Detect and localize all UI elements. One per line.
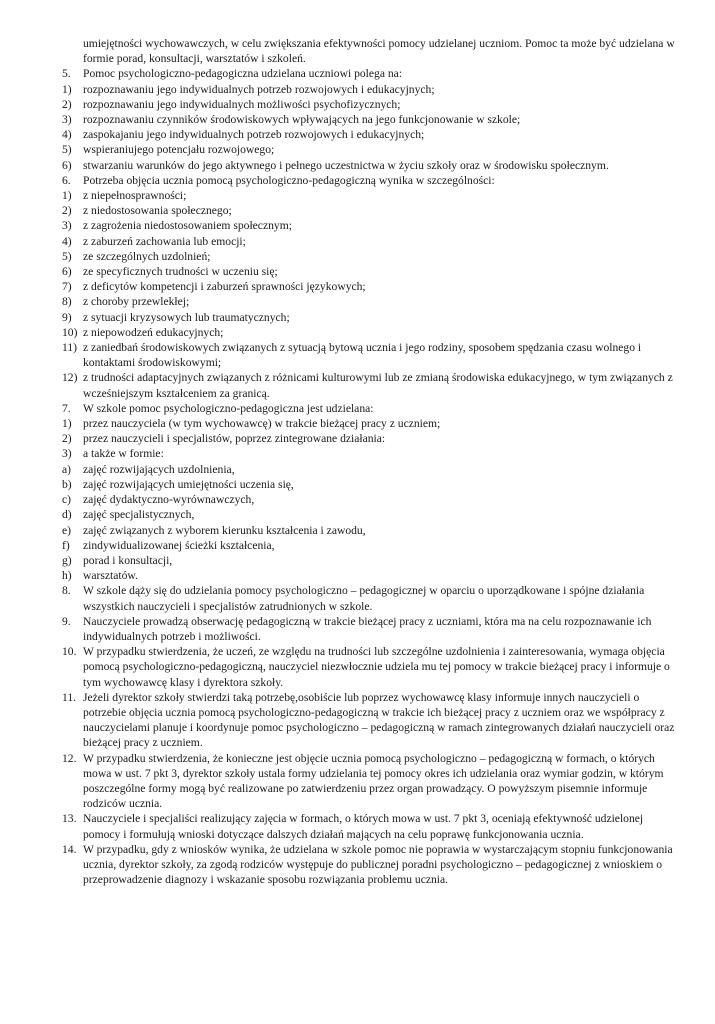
paragraph-number: 4) [62, 234, 72, 248]
paragraph-number: 11. [62, 690, 77, 704]
paragraph [0, 264, 715, 279]
paragraph-number: 6) [62, 158, 72, 172]
paragraph-number: 10) [62, 325, 78, 339]
paragraph [0, 36, 715, 66]
paragraph [0, 401, 715, 416]
paragraph-number: 1) [62, 417, 72, 431]
paragraph-text: z sytuacji kryzysowych lub traumatycznych; [83, 310, 290, 324]
document-body [0, 36, 715, 887]
paragraph-number: 3) [62, 447, 72, 461]
paragraph-number: c) [62, 493, 72, 507]
paragraph-number: 12. [62, 751, 77, 765]
paragraph-number: 6) [62, 265, 72, 279]
paragraph-text: zajęć związanych z wyborem kierunku kształcenia i zawodu, [83, 523, 366, 537]
paragraph [0, 188, 715, 203]
paragraph-number: f) [62, 538, 70, 552]
paragraph [0, 310, 715, 325]
paragraph-text: zajęć rozwijających umiejętności uczenia się, [83, 477, 294, 491]
paragraph [0, 553, 715, 568]
paragraph-number: 5) [62, 143, 72, 157]
paragraph [0, 325, 715, 340]
paragraph-number: 3) [62, 219, 72, 233]
paragraph-text: rozpoznawaniu jego indywidualnych potrzeb rozwojowych i edukacyjnych; [83, 82, 435, 96]
paragraph [0, 82, 715, 97]
paragraph [0, 142, 715, 157]
paragraph [0, 158, 715, 173]
paragraph-text: z niepowodzeń edukacyjnych; [83, 325, 224, 339]
paragraph-text: W przypadku stwierdzenia, że uczeń, ze względu na trudności lub szczególne uzdolnienia i zainteresowania, wymaga objęcia pomocą psychologiczno-pedagogiczną, nauczyciel niezwłocznie udziela mu tej pomocy w trakcie bieżącej pracy i informuje o tym wychowawcę klasy i dyrektora szkoły. [83, 645, 670, 689]
paragraph-text: W przypadku stwierdzenia, że konieczne jest objęcie ucznia pomocą psychologiczno – pedagogiczną w formach, o których mowa w ust. 7 pkt 3, dyrektor szkoły ustala formy udzielania tej pomocy okres ich udzielania oraz wymiar godzin, w którym poszczególne formy mogą być realizowane po zatwierdzeniu przez organ prowadzący. O powyższym pisemnie informuje rodziców ucznia. [83, 751, 664, 811]
paragraph [0, 842, 715, 888]
paragraph [0, 431, 715, 446]
paragraph [0, 416, 715, 431]
paragraph [0, 538, 715, 553]
paragraph-number: 11) [62, 341, 78, 355]
paragraph [0, 234, 715, 249]
paragraph-number: 9) [62, 310, 72, 324]
paragraph [0, 173, 715, 188]
paragraph-text: zajęć rozwijających uzdolnienia, [83, 462, 235, 476]
paragraph [0, 462, 715, 477]
paragraph-text: z deficytów kompetencji i zaburzeń sprawności językowych; [83, 280, 366, 294]
paragraph-text: W przypadku, gdy z wniosków wynika, że udzielana w szkole pomoc nie poprawia w wystarczającym stopniu funkcjonowania ucznia, dyrektor szkoły, za zgodą rodziców występuje do publicznej poradni psychologiczno – pedagogicznej z wnioskiem o przeprowadzenie diagnozy i wskazanie sposobu rozwiązania problemu ucznia. [83, 842, 673, 887]
paragraph [0, 644, 715, 690]
paragraph-number: 2) [62, 432, 72, 446]
paragraph-text: stwarzaniu warunków do jego aktywnego i pełnego uczestnictwa w życiu szkoły oraz w środowisku społecznym. [83, 158, 609, 172]
paragraph [0, 446, 715, 461]
paragraph [0, 97, 715, 112]
paragraph [0, 294, 715, 309]
paragraph-number: 4) [62, 128, 72, 142]
paragraph-number: 3) [62, 113, 72, 127]
paragraph [0, 66, 715, 81]
paragraph [0, 249, 715, 264]
paragraph-text: W szkole dąży się do udzielania pomocy psychologiczno – pedagogicznej w oparciu o uporządkowane i spójne działania wszystkich nauczycieli i specjalistów zatrudnionych w szkole. [83, 584, 645, 613]
paragraph-text: ze specyficznych trudności w uczeniu się; [83, 265, 278, 279]
paragraph [0, 203, 715, 218]
paragraph-text: rozpoznawaniu czynników środowiskowych wpływających na jego funkcjonowanie w szkole; [83, 113, 521, 127]
paragraph [0, 477, 715, 492]
paragraph-text: przez nauczyciela (w tym wychowawcę) w trakcie bieżącej pracy z uczniem; [83, 417, 441, 431]
paragraph-number: 5. [62, 67, 71, 81]
paragraph [0, 751, 715, 812]
paragraph-text: ze szczególnych uzdolnień; [83, 249, 211, 263]
paragraph-number: 12) [62, 371, 78, 385]
paragraph-text: wspieraniujego potencjału rozwojowego; [83, 143, 275, 157]
paragraph-text: Pomoc psychologiczno-pedagogiczna udzielana uczniowi polega na: [83, 67, 403, 81]
paragraph-text: Nauczyciele i specjaliści realizujący zajęcia w formach, o których mowa w ust. 7 pkt 3, oceniają efektywność udzielonej pomocy i formułują wnioski dotyczące dalszych działań mających na celu poprawę funkcjonowania ucznia. [83, 812, 644, 841]
paragraph-text: zindywidualizowanej ścieżki kształcenia, [83, 538, 275, 552]
paragraph-number: g) [62, 553, 72, 567]
paragraph-text: z zaniedbań środowiskowych związanych z sytuacją bytową ucznia i jego rodziny, sposobem spędzania czasu wolnego i kontaktami środowiskowymi; [83, 341, 642, 370]
paragraph-text: z trudności adaptacyjnych związanych z różnicami kulturowymi lub ze zmianą środowiska edukacyjnego, w tym związanych z wcześniejszym kształceniem za granicą. [83, 371, 673, 400]
paragraph-number: 1) [62, 189, 72, 203]
paragraph-text: Jeżeli dyrektor szkoły stwierdzi taką potrzebę,osobiście lub poprzez wychowawcę klasy informuje innych nauczycieli o potrzebie objęcia ucznia pomocą psychologiczno-pedagogiczną w trakcie ich bieżącej pracy z uczniem oraz we współpracy z nauczycielami planuje i koordynuje pomoc psychologiczno – pedagogiczną w ramach zintegrowanych działań nauczycieli oraz bieżącej pracy z uczniem. [83, 690, 675, 750]
paragraph [0, 583, 715, 613]
paragraph-text: a także w formie: [83, 447, 164, 461]
paragraph-text: porad i konsultacji, [83, 553, 173, 567]
paragraph-number: 7) [62, 280, 72, 294]
paragraph [0, 340, 715, 370]
paragraph-number: 2) [62, 97, 72, 111]
paragraph-number: 7. [62, 401, 71, 415]
paragraph-number: d) [62, 508, 72, 522]
paragraph-number: 8) [62, 295, 72, 309]
paragraph [0, 279, 715, 294]
paragraph-number: 5) [62, 249, 72, 263]
paragraph-number: a) [62, 462, 72, 476]
paragraph-number: 8. [62, 584, 71, 598]
paragraph-number: 2) [62, 204, 72, 218]
paragraph-number: b) [62, 477, 72, 491]
paragraph [0, 507, 715, 522]
paragraph [0, 811, 715, 841]
paragraph [0, 218, 715, 233]
paragraph-text: Potrzeba objęcia ucznia pomocą psychologiczno-pedagogiczną wynika w szczególności: [83, 173, 495, 187]
paragraph [0, 112, 715, 127]
paragraph-text: z niedostosowania społecznego; [83, 204, 232, 218]
paragraph-number: 6. [62, 173, 71, 187]
paragraph [0, 614, 715, 644]
paragraph-text: zajęć specjalistycznych, [83, 508, 195, 522]
paragraph-text: Nauczyciele prowadzą obserwację pedagogiczną w trakcie bieżącej pracy z uczniami, która ma na celu rozpoznawanie ich indywidualnych potrzeb i możliwości. [83, 614, 652, 643]
paragraph-text: umiejętności wychowawczych, w celu zwiększania efektywności pomocy udzielanej uczniom. Pomoc ta może być udzielana w formie porad, konsultacji, warsztatów i szkoleń. [83, 37, 675, 66]
paragraph [0, 127, 715, 142]
paragraph-number: 10. [62, 645, 77, 659]
paragraph [0, 492, 715, 507]
paragraph-text: z niepełnosprawności; [83, 189, 187, 203]
paragraph-text: z choroby przewlekłej; [83, 295, 190, 309]
paragraph-number: 9. [62, 614, 71, 628]
paragraph-text: przez nauczycieli i specjalistów, poprzez zintegrowane działania: [83, 432, 386, 446]
paragraph-text: z zagrożenia niedostosowaniem społecznym; [83, 219, 292, 233]
paragraph-text: z zaburzeń zachowania lub emocji; [83, 234, 246, 248]
paragraph-text: W szkole pomoc psychologiczno-pedagogiczna jest udzielana: [83, 401, 374, 415]
paragraph-text: zajęć dydaktyczno-wyrównawczych, [83, 493, 255, 507]
paragraph-text: warsztatów. [83, 569, 138, 583]
paragraph-text: rozpoznawaniu jego indywidualnych możliwości psychofizycznych; [83, 97, 401, 111]
paragraph-number: 13. [62, 812, 77, 826]
paragraph [0, 370, 715, 400]
paragraph-text: zaspokajaniu jego indywidualnych potrzeb rozwojowych i edukacyjnych; [83, 128, 425, 142]
paragraph-number: 14. [62, 842, 77, 856]
paragraph [0, 523, 715, 538]
paragraph-number: h) [62, 569, 72, 583]
paragraph-number: 1) [62, 82, 72, 96]
paragraph-number: e) [62, 523, 72, 537]
paragraph [0, 568, 715, 583]
paragraph [0, 690, 715, 751]
